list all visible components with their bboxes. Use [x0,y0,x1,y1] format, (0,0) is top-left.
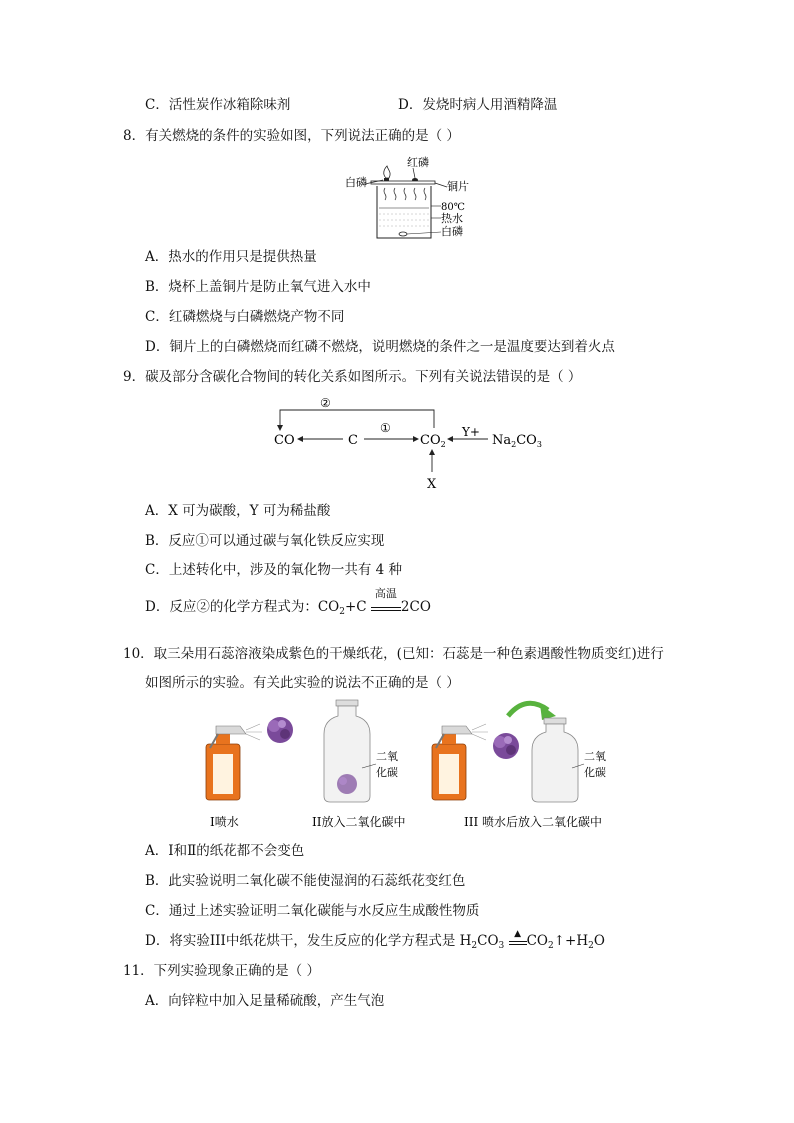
q8-option-a: A．热水的作用只是提供热量 [145,249,317,265]
q8-option-c: C．红磷燃烧与白磷燃烧产物不同 [145,309,345,325]
jar2-label-2: 化碳 [376,766,398,779]
gas-jar-icon [532,718,584,802]
spray-bottle-icon [432,726,472,800]
arrow2-label: ② [320,396,331,410]
q8-label-copper: 铜片 [447,180,469,193]
jar2-label-1: 二氧 [376,750,398,763]
q9-stem: 9．碳及部分含碳化合物间的转化关系如图所示。下列有关说法错误的是（ ） [123,369,582,385]
q8-option-d: D．铜片上的白磷燃烧而红磷不燃烧，说明燃烧的条件之一是温度要达到着火点 [145,339,615,355]
q9-option-c: C．上述转化中，涉及的氧化物一共有 4 种 [145,562,403,578]
q8-figure-combustion-apparatus [335,150,515,246]
q7-option-d: D．发烧时病人用酒精降温 [398,97,558,113]
q10-figure-litmus-experiment [196,696,626,836]
q8-option-b: B．烧杯上盖铜片是防止氧气进入水中 [145,279,371,295]
caption-exp1: I喷水 [210,815,239,829]
q10-option-d: D．将实验III中纸花烘干，发生反应的化学方程式是 $H_2CO_3$ ▲ $CO_2↑+H_2O$ [145,932,605,950]
q8-stem: 8．有关燃烧的条件的实验如图，下列说法正确的是（ ） [123,128,460,144]
q7-option-c: C．活性炭作冰箱除味剂 [145,97,291,113]
q8-label-white-phosphorus-bottom: 白磷 [441,225,463,238]
jar3-label-2: 化碳 [584,766,606,779]
caption-exp2: II放入二氧化碳中 [312,815,406,829]
q10-stem-line1: 10．取三朵用石蕊溶液染成紫色的干燥纸花，(已知：石蕊是一种色素遇酸性物质变红)进行 [123,646,664,662]
q8-label-hot-water: 热水 [441,212,463,225]
flame-icon [384,166,390,178]
q10-option-a: A．Ⅰ和Ⅱ的纸花都不会变色 [145,843,305,859]
node-co: CO [274,433,295,448]
q9-option-a: A．X 可为碳酸，Y 可为稀盐酸 [145,503,331,519]
reagent-y: Y+ [462,425,480,439]
flower-icon [493,733,519,759]
node-co2: $CO_2$ [420,433,446,449]
node-c: C [348,433,358,448]
q9-option-d: D．反应②的化学方程式为：$CO_2+C$ 高温 2CO [145,587,431,617]
q10-stem-line2: 如图所示的实验。有关此实验的说法不正确的是（ ） [145,675,460,691]
heat-triangle-icon: ▲ [514,929,522,939]
q9-figure-carbon-conversion [270,392,550,492]
q8-label-white-phosphorus-top: 白磷 [345,176,367,189]
node-na2co3: $Na_2CO_3$ [492,433,542,449]
spray-bottle-icon [206,726,246,800]
arrow1-label: ① [380,421,391,435]
q8-label-temperature: 80℃ [441,202,465,213]
q8-label-red-phosphorus: 红磷 [407,156,429,169]
flower-icon [267,717,293,743]
jar3-label-1: 二氧 [584,750,606,763]
q11-stem: 11．下列实验现象正确的是（ ） [123,963,320,979]
q10-option-b: B．此实验说明二氧化碳不能使湿润的石蕊纸花变红色 [145,873,466,889]
q11-option-a: A．向锌粒中加入足量稀硫酸，产生气泡 [145,993,385,1009]
gas-jar-icon [324,700,376,802]
q10-option-c: C．通过上述实验证明二氧化碳能与水反应生成酸性物质 [145,903,480,919]
caption-exp3: III 喷水后放入二氧化碳中 [464,815,603,829]
node-x: X [427,477,437,492]
q9-option-b: B．反应①可以通过碳与氧化铁反应实现 [145,533,385,549]
condition-high-temp: 高温 [374,587,397,600]
